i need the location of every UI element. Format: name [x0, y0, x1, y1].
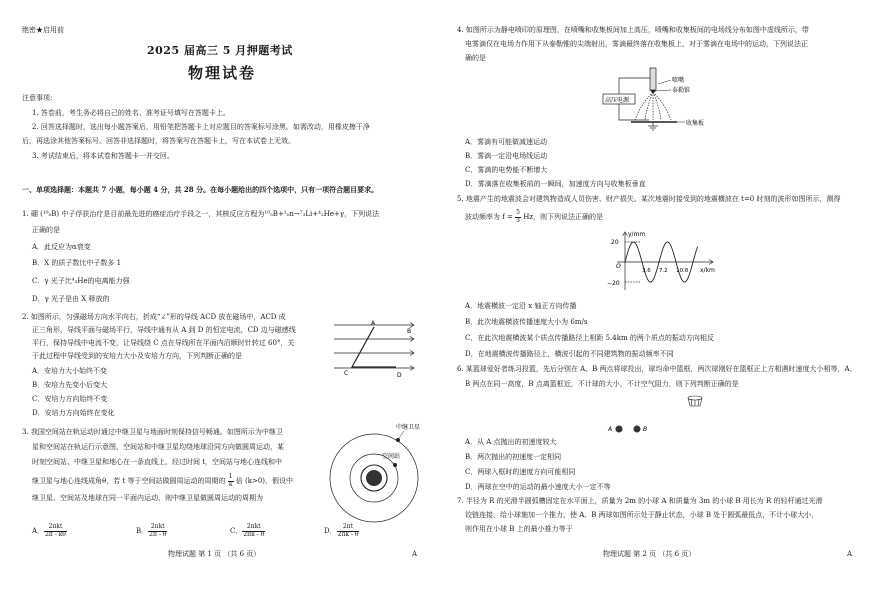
- q3-station-label: 空间站: [382, 453, 401, 460]
- q2-stem-4: 于此过程中导线受到的安培力大小及安培力方向，下列判断正确的是: [32, 352, 242, 360]
- note-1: 1. 答卷前，考生务必将自己的姓名、准考证号填写在答题卡上。: [32, 109, 230, 117]
- station-icon: [393, 463, 397, 467]
- q5-wave-figure: [601, 228, 725, 296]
- q4-option-d: D．雾滴落在收集板前的一瞬间，加速度方向与收集板垂直: [465, 180, 646, 188]
- q4-option-c: C．雾滴的电势能不断增大: [465, 166, 548, 174]
- q5-stem-1: 5. 地震产生的地震波会对建筑物造成人员伤害、财产损失。某次地震时接受到的地震横波在 t=0 时刻的波形如图所示，测得: [457, 195, 841, 203]
- q3-stem-1: 3. 我国空间站在轨运动时通过中继卫星与地面时刻保持信号畅通。如图所示为中继卫: [22, 428, 283, 436]
- q1-stem-cont: 正确的是: [32, 226, 60, 234]
- q5-y-tick-bottom: −20: [607, 280, 620, 287]
- ball-b-icon: [634, 426, 641, 433]
- q6-stem-1: 6. 某篮球爱好者练习投篮，先后分别在 A、B 两点将球投出，球均命中篮框，两次球刚好在篮框正上方相遇时速度大小相等，A、: [457, 365, 857, 373]
- page-1-footer-mark: A: [412, 550, 418, 558]
- q4-spray-figure: [601, 64, 713, 136]
- notes-heading: 注意事项:: [22, 94, 53, 102]
- q1-option-c: C．γ 光子比⁴₂He的电离能力强: [32, 277, 130, 285]
- q3-orbit-figure: [324, 420, 428, 528]
- q5-x-axis-label: x/km: [700, 267, 715, 274]
- q6-option-c: C．两球入框时的速度方向可能相同: [465, 468, 576, 476]
- q2-stem-2: 正三角形，导线平面与磁场平行，导线中通有从 A 到 D 的恒定电流，CD 边与磁感线: [32, 326, 296, 334]
- q2-option-a: A．安培力大小始终不变: [32, 367, 108, 375]
- q3-stem-3: 时刻空间站、中继卫星和地心在一条直线上，经过时间 t，空间站与地心连线和中: [32, 458, 283, 466]
- q2-option-c: C．安培力方向始终不变: [32, 395, 108, 403]
- q6-option-b: B．两次抛出的初速度一定相同: [465, 453, 562, 461]
- q3-option-b: B． $\frac{\text{2πkt}}{2\pi - \theta}$: [136, 523, 167, 538]
- page-2-footer-mark: A: [847, 550, 853, 558]
- q3-fraction: $\frac{1}{k}$: [228, 473, 233, 488]
- q2-label-c: C: [344, 370, 349, 377]
- q6-option-a: A．从 A 点抛出的初速度较大: [465, 438, 557, 446]
- q5-x-tick-3: 10.8: [676, 268, 689, 274]
- secret-tag: 绝密★启用前: [22, 26, 64, 34]
- section-heading: 一、单项选择题：本题共 7 小题，每小题 4 分，共 28 分。在每小题给出的四个选项中，只有一项符合题目要求。: [22, 185, 379, 194]
- q2-stem-3: 平行，保持导线中电流不变，让导线绕 C 点在导线所在平面内沿顺时针转过 60°，关: [32, 339, 295, 347]
- q6-label-a: A: [608, 426, 613, 433]
- q4-stem-3: 确的是: [465, 54, 486, 62]
- q6-basketball-figure: [603, 392, 723, 438]
- q5-stem-2: 波动频率为 f = $\frac{5}{3}$ Hz，则下列说法正确的是: [465, 209, 604, 224]
- q4-option-a: A．雾滴有可能做减速运动: [465, 138, 548, 146]
- page-1-footer: 物理试题 第 1 页 （共 6 页）: [168, 550, 261, 558]
- exam-page-2: [435, 0, 870, 603]
- q1-option-d: D．γ 光子是由 X 释放的: [32, 295, 110, 303]
- q5-frequency-fraction: $\frac{5}{3}$: [516, 209, 520, 224]
- q2-label-b: B: [407, 328, 412, 335]
- note-2-cont: 后，再选涂其他答案标号。回答非选择题时，将答案写在答题卡上，写在本试卷上无效。: [22, 137, 295, 145]
- q4-option-b: B．雾滴一定沿电场线运动: [465, 152, 548, 160]
- q1-option-b: B．X 的质子数比中子数多 1: [32, 259, 122, 267]
- q3-option-c: C． $\frac{\text{2πkt}}{2\pi k - \theta}$: [230, 523, 265, 538]
- relay-satellite-icon: [396, 438, 400, 442]
- exam-subtitle: 物理试卷: [188, 64, 257, 82]
- q4-power-label: 高压电源: [605, 97, 630, 104]
- ball-a-icon: [616, 426, 623, 433]
- q6-option-d: D．两球在空中的运动的最小速度大小一定不等: [465, 483, 611, 491]
- note-2: 2. 回答选择题时，选出每小题答案后，用铅笔把答题卡上对应题目的答案标号涂黑。如需改动，用橡皮擦干净: [32, 123, 370, 131]
- q7-stem-1: 7. 半径为 R 的光滑半圆弧槽固定在水平面上，质量为 2m 的小球 A 和质量为 3m 的小球 B 用长为 R 的轻杆通过光滑: [457, 497, 823, 505]
- q5-y-axis-label: y/mm: [628, 231, 646, 238]
- q2-label-d: D: [397, 372, 402, 379]
- q3-relay-label: 中继卫星: [396, 424, 421, 431]
- q5-y-tick-top: 20: [611, 239, 619, 246]
- q2-option-d: D．安培力方向始终在变化: [32, 409, 115, 417]
- q5-option-b: B．此次地震横波传播速度大小为 6m/s: [465, 318, 588, 326]
- q6-label-b: B: [643, 426, 648, 433]
- q4-cone-label: 泰勒锥: [672, 87, 691, 94]
- q4-stem-1: 4. 如图所示为静电喷印的原理图，在喷嘴和收集板间加上高压，喷嘴和收集板间的电场线分布如图中虚线所示，带: [457, 26, 809, 34]
- q6-stem-2: B 两点在同一高度，B 点离篮框近，不计球的大小，不计空气阻力，则下列判断正确的是: [465, 380, 739, 388]
- q5-option-a: A．地震横波一定沿 x 轴正方向传播: [465, 302, 577, 310]
- q7-stem-3: 则作用在小球 B 上的最小推力等于: [465, 525, 573, 533]
- q3-stem-2: 星和空间站在轨运行示意图，空间站和中继卫星均绕地球沿同方向做圆周运动，某: [32, 443, 284, 451]
- q4-stem-2: 电雾滴仅在电场力作用下从泰勒锥的尖端射出，雾滴最终落在收集板上，对于雾滴在电场中的运动，下列说法正: [465, 40, 808, 48]
- q5-option-c: C．在此次地震横波某个质点传播路径上相距 5.4km 的两个质点的振动方向相反: [465, 334, 714, 342]
- q5-option-d: D．在地震横波传播路径上，横波引起的不同建筑物的振动频率不同: [465, 350, 674, 358]
- q3-stem-4: 继卫星与地心连线成角θ，若 t 等于空间站做圆周运动的周期的 $\frac{1}{k}$ 倍 (k>0)，假设中: [32, 473, 294, 488]
- q2-figure: [330, 315, 420, 383]
- q3-option-d: D． $\frac{2\pi t}{2\pi k - \theta}$: [324, 523, 359, 538]
- q2-option-b: B．安培力先变小后变大: [32, 381, 108, 389]
- q2-stem-1: 2. 如图所示，匀强磁场方向水平向右，折成“∠”形的导线 ACD 放在磁场中，ACD 成: [22, 313, 286, 321]
- q7-stem-2: 铰链连接，给小球施加一个推力，使 A、B 两球如图所示处于静止状态，小球 B 处于圆弧最低点，不计小球大小，: [465, 511, 819, 519]
- note-3: 3. 考试结束后，将本试卷和答题卡一并交回。: [32, 152, 174, 160]
- earth-icon: [366, 470, 382, 486]
- q5-x-tick-1: 3.6: [642, 268, 651, 274]
- q4-plate-label: 收集板: [686, 120, 705, 127]
- q5-x-tick-2: 7.2: [659, 268, 668, 274]
- q3-stem-5: 继卫星、空间站及地球在同一平面内运动，则中继卫星做圆周运动的周期为: [32, 494, 263, 502]
- q5-origin-label: O: [616, 263, 621, 270]
- q1-stem: 1. 硼 (¹⁰₅B) 中子俘获治疗是目前最先进的癌症治疗手段之一，其核反应方程为¹⁰₅B+¹₀n→⁷₃Li+⁴₂He+γ，下列说法: [22, 210, 380, 218]
- q1-option-a: A．此反应为α衰变: [32, 243, 91, 251]
- q2-label-a: A: [371, 320, 376, 327]
- q4-nozzle-label: 喷嘴: [672, 77, 685, 84]
- q3-option-a: A． $\frac{\text{2πkt}}{2\pi - k\theta}$: [32, 523, 66, 538]
- exam-title: 2025 届高三 5 月押题考试: [147, 44, 293, 57]
- page-2-footer: 物理试题 第 2 页 （共 6 页）: [603, 550, 696, 558]
